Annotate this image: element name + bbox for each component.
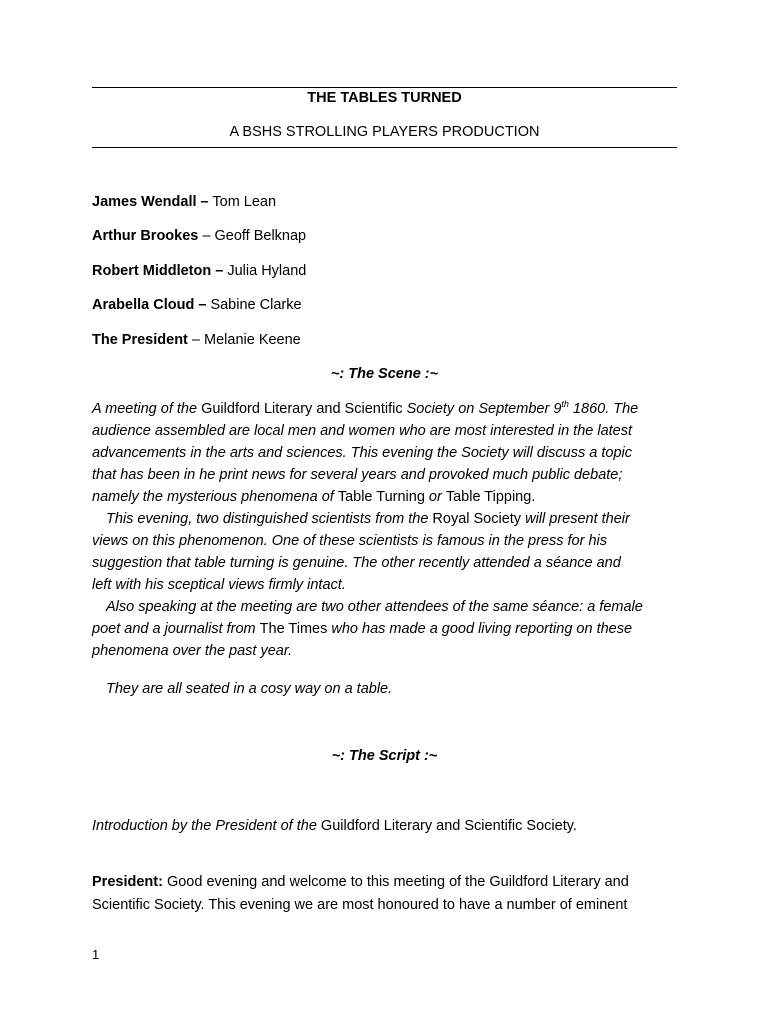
cast-line — [92, 263, 306, 279]
scene-line: suggestion that table turning is genuine. The other recently attended a séance and — [92, 555, 621, 571]
dialogue-line: Scientific Society. This evening we are most honoured to have a number of eminent — [92, 897, 628, 913]
cast-role: The President — [92, 332, 188, 348]
script-introduction — [92, 815, 682, 838]
newspaper-name: The Times — [259, 621, 328, 637]
text-run: poet and a journalist from — [92, 621, 260, 637]
cast-actor: – Melanie Keene — [187, 332, 301, 348]
scene-line: views on this phenomenon. One of these scientists is famous in the press for his — [92, 533, 608, 549]
scene-line: They are all seated in a cosy way on a table. — [106, 681, 393, 697]
table-tipping-term: Table Tipping — [445, 489, 532, 505]
scene-line: Also speaking at the meeting are two other attendees of the same séance: a female — [106, 599, 643, 615]
text-run: 1860. The — [568, 401, 639, 417]
text-run: or — [424, 489, 446, 505]
scene-line — [92, 486, 682, 508]
cast-line — [92, 228, 306, 244]
cast-role: Arabella Cloud – — [92, 297, 207, 313]
table-turning-term: Table Turning — [337, 489, 425, 505]
cast-actor: – Geoff Belknap — [198, 228, 307, 244]
dialogue-line — [92, 871, 682, 894]
society-name: Guildford Literary and Scientific Society — [320, 818, 573, 834]
cast-actor: Tom Lean — [208, 194, 277, 210]
scene-line — [92, 618, 682, 640]
scene-line: advancements in the arts and sciences. This evening the Society will discuss a topic — [92, 445, 632, 461]
scene-line: that has been in he print news for several years and provoked much public debate; — [92, 467, 623, 483]
cast-actor: Sabine Clarke — [206, 297, 302, 313]
text-run: This evening, two distinguished scientists from the — [106, 511, 433, 527]
text-run: . — [572, 818, 577, 834]
cast-role: Arthur Brookes — [92, 228, 199, 244]
scene-line — [92, 398, 682, 420]
society-name: Guildford Literary and Scientific — [201, 401, 403, 417]
scene-heading: ~: The Scene :~ — [330, 366, 439, 382]
text-run: A meeting of the — [92, 401, 202, 417]
text-run: who has made a good living reporting on these — [327, 621, 633, 637]
cast-line — [92, 297, 302, 313]
seating-note — [92, 678, 682, 700]
scene-line: left with his sceptical views firmly intact. — [92, 577, 346, 593]
cast-line — [92, 194, 276, 210]
script-heading: ~: The Script :~ — [331, 748, 438, 764]
play-title: THE TABLES TURNED — [307, 90, 462, 106]
scene-line: phenomena over the past year. — [92, 643, 293, 659]
royal-society-name: Royal Society — [432, 511, 522, 527]
scene-line: audience assembled are local men and women who are most interested in the latest — [92, 423, 633, 439]
text-run: . — [531, 489, 536, 505]
bottom-rule — [92, 147, 677, 148]
text-run: will present their — [521, 511, 630, 527]
text-run: Introduction by the President of the — [92, 818, 321, 834]
text-run: Society on September 9 — [402, 401, 562, 417]
top-rule — [92, 87, 677, 88]
dialogue-text: Good evening and welcome to this meeting of the Guildford Literary and — [162, 874, 629, 890]
text-run: namely the mysterious phenomena of — [92, 489, 338, 505]
cast-role: James Wendall – — [92, 194, 209, 210]
scene-line — [92, 508, 682, 530]
scene-description — [92, 398, 682, 662]
cast-actor: Julia Hyland — [223, 263, 307, 279]
page-number: 1 — [92, 947, 100, 962]
production-subtitle: A BSHS STROLLING PLAYERS PRODUCTION — [229, 124, 540, 140]
speaker-label: President: — [92, 874, 163, 890]
cast-line — [92, 332, 301, 348]
ordinal-suffix: th — [561, 399, 569, 410]
cast-role: Robert Middleton – — [92, 263, 224, 279]
